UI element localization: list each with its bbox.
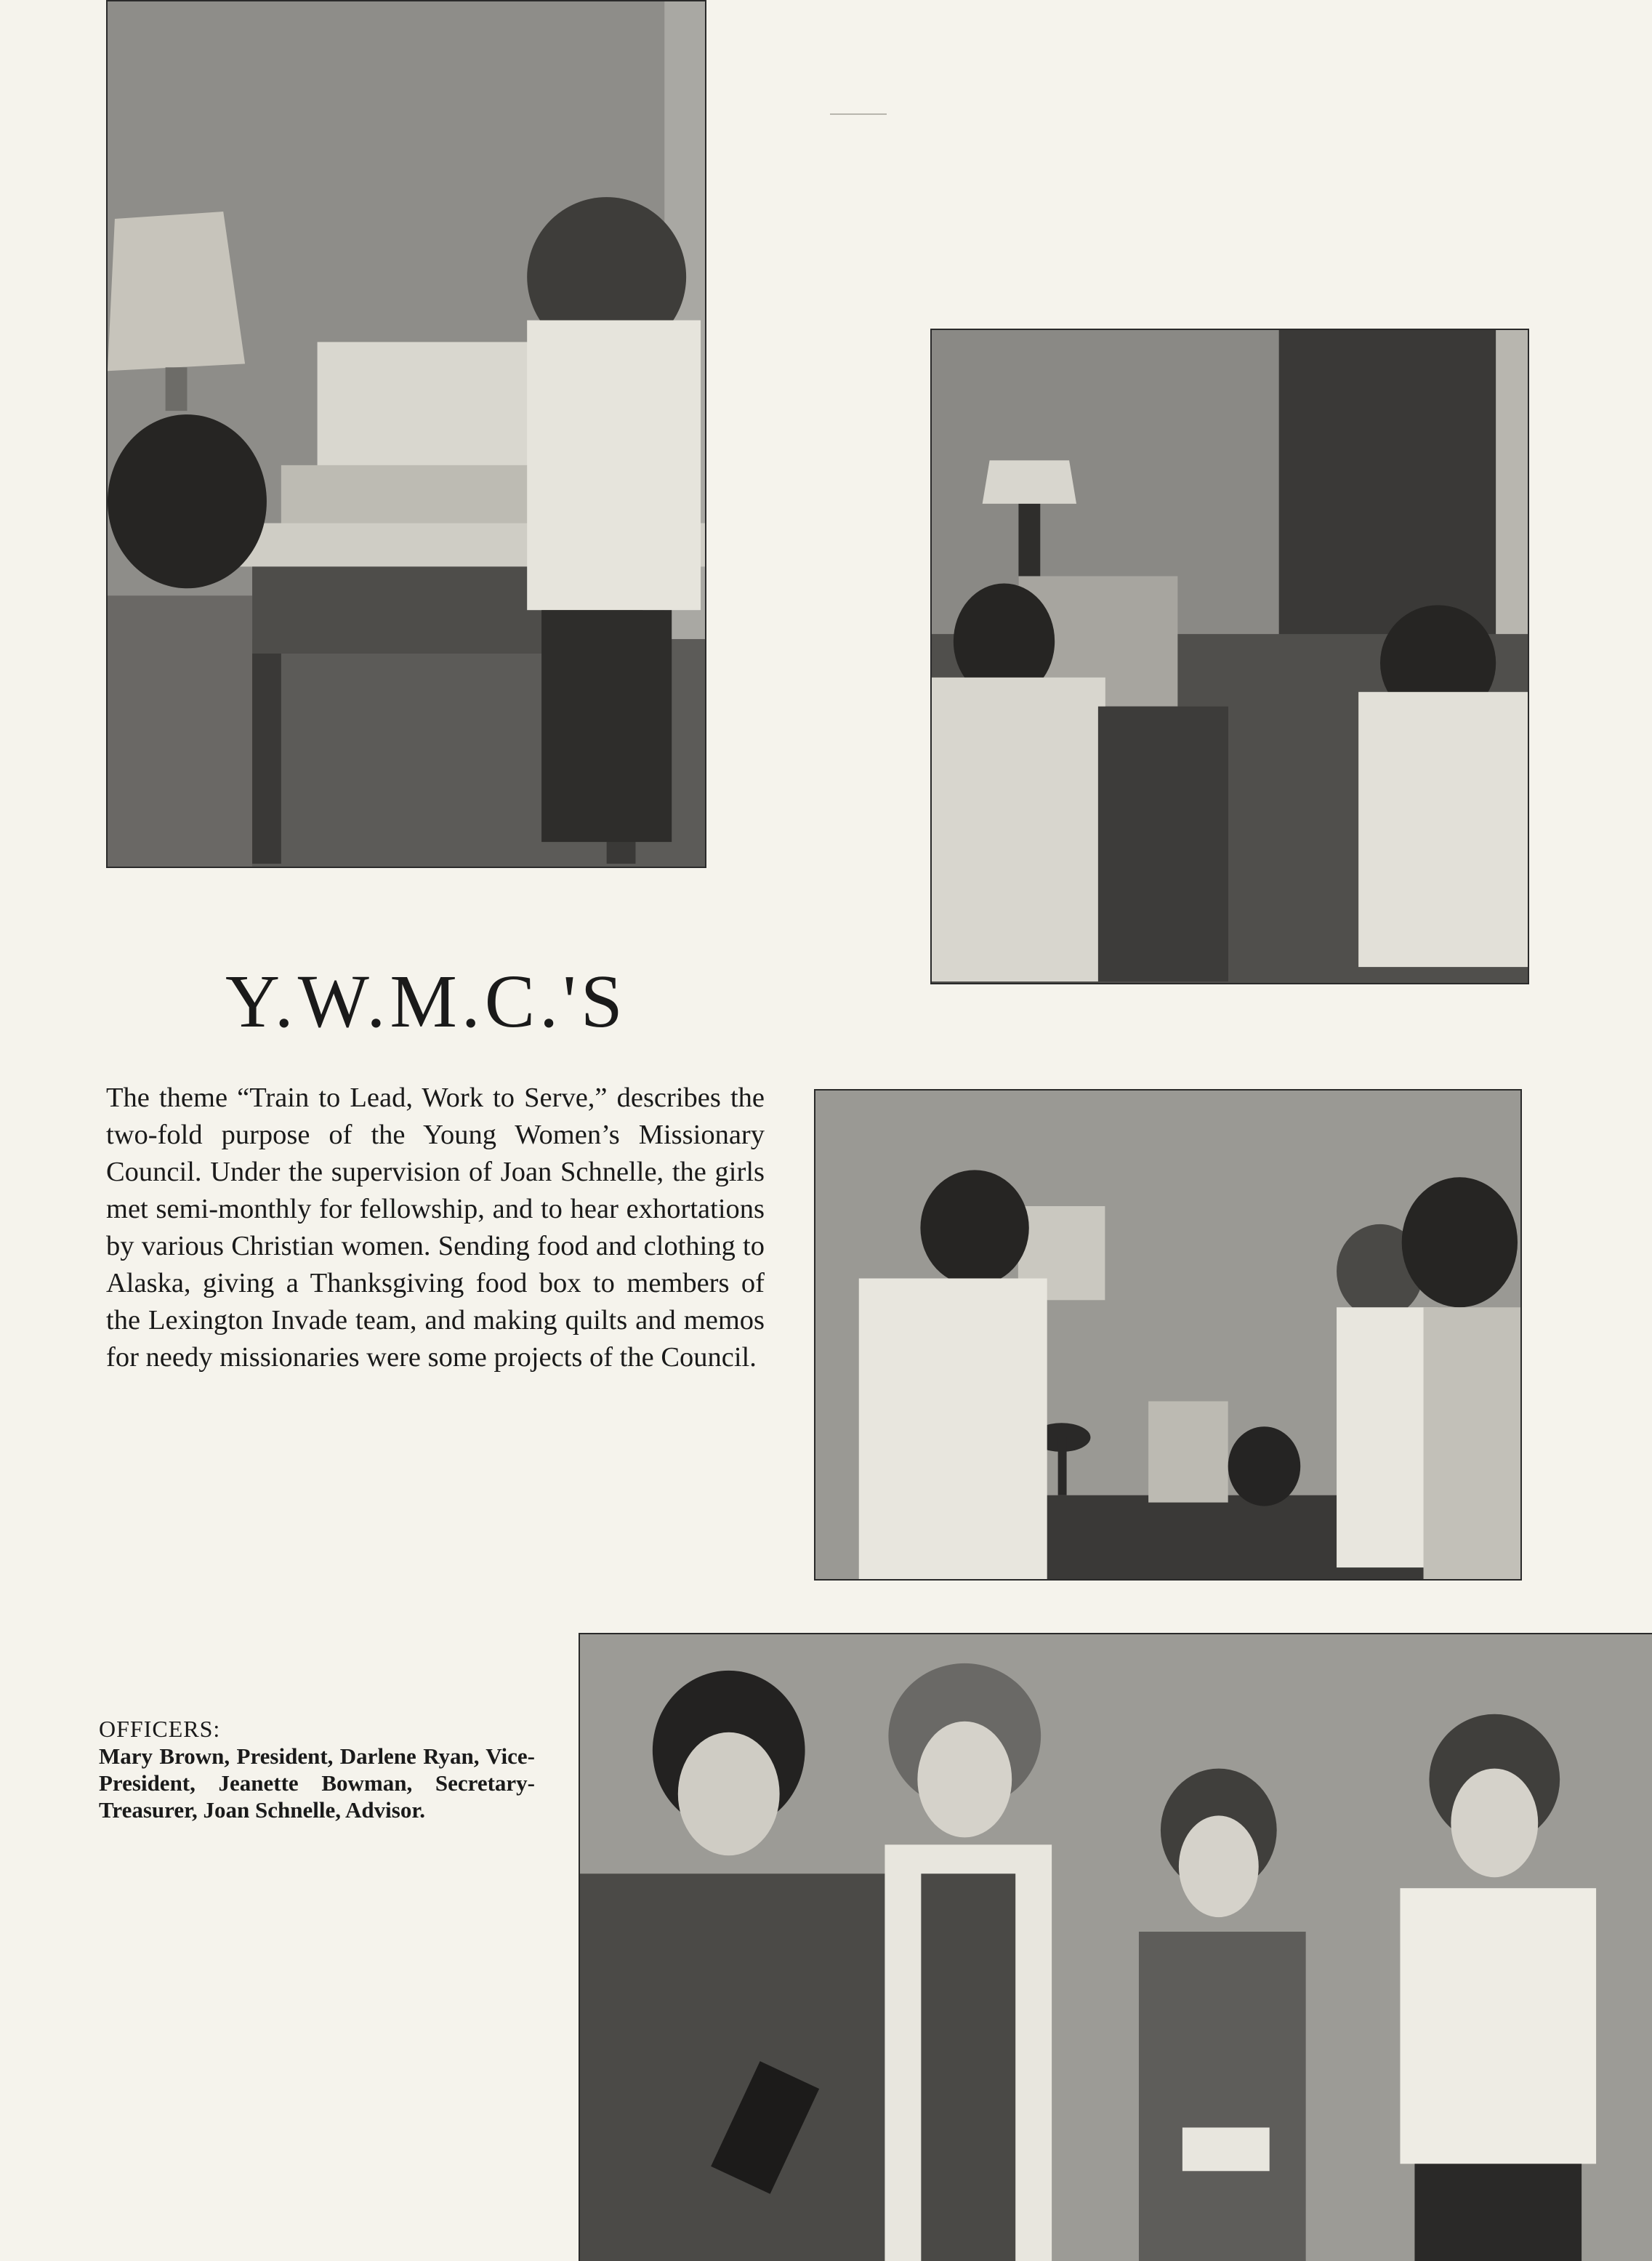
officers-photo bbox=[579, 1633, 1652, 2261]
page-title: Y.W.M.C.'S bbox=[225, 960, 627, 1043]
officers-heading: OFFICERS: bbox=[99, 1716, 221, 1742]
body-paragraph: The theme “Train to Lead, Work to Serve,” describes the two-fold purpose of the Young Women’s Missionary Council. Under the supervision of Joan Schnelle, the girls met semi-monthly for fellowship, and to hear exhortations by various Christian women. Sending food and clothing to Alaska, giving a Thanksgiving food box to members of the Lexington Invade team, and making quilts and memos for needy missionaries were some projects of the Council. bbox=[106, 1083, 765, 1373]
officers-photo-art bbox=[580, 1634, 1652, 2261]
refreshments-photo-art bbox=[815, 1091, 1520, 1579]
lounge-photo-art bbox=[932, 330, 1528, 983]
lounge-photo bbox=[930, 329, 1529, 984]
refreshments-photo bbox=[814, 1089, 1522, 1581]
officers-caption bbox=[99, 1716, 535, 1823]
sewing-photo-art bbox=[108, 1, 705, 867]
sewing-photo bbox=[106, 0, 706, 868]
decorative-rule bbox=[830, 113, 887, 115]
officers-names: Mary Brown, President, Darlene Ryan, Vice-President, Jeanette Bowman, Secretary-Treasurer, Joan Schnelle, Advisor. bbox=[99, 1743, 535, 1823]
